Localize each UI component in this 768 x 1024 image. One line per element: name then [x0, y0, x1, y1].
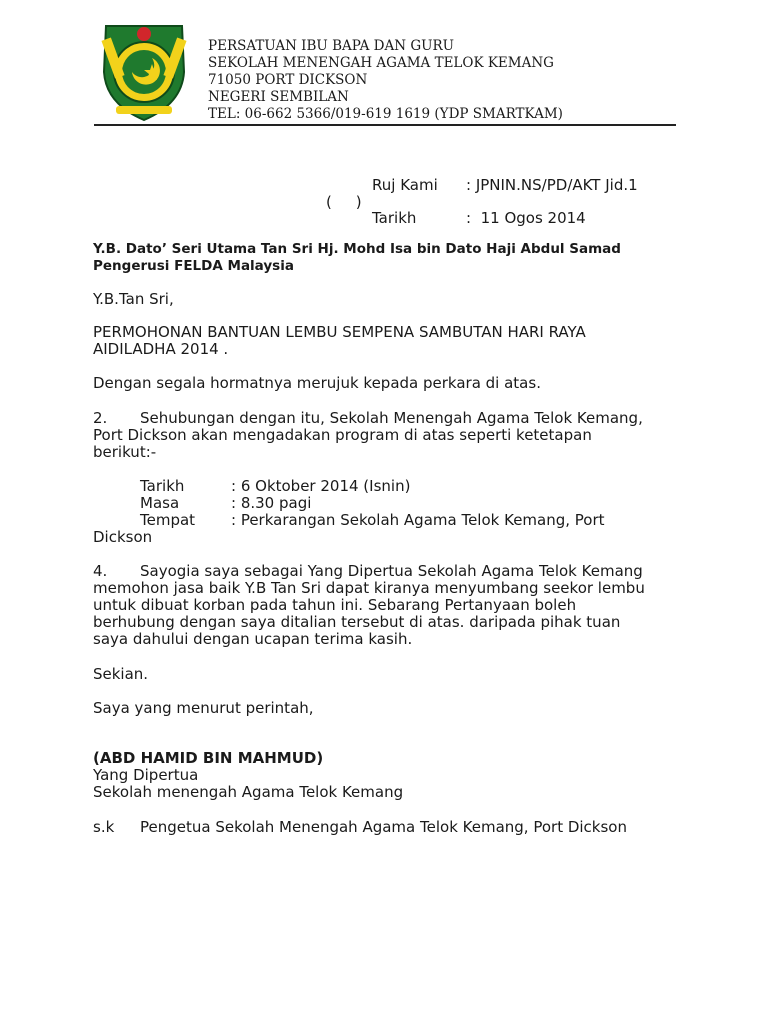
- tarikh-label: Tarikh: [372, 209, 417, 227]
- paragraph-2-line-1: Sehubungan dengan itu, Sekolah Menengah Agama Telok Kemang,: [140, 409, 643, 427]
- letterhead-line-3: 71050 PORT DICKSON: [208, 72, 368, 88]
- recipient-name: Y.B. Dato’ Seri Utama Tan Sri Hj. Mohd Isa bin Dato Haji Abdul Samad: [93, 241, 621, 257]
- paragraph-2-line-2: Port Dickson akan mengadakan program di atas seperti ketetapan: [93, 426, 592, 444]
- paragraph-2-line-3: berikut:-: [93, 443, 157, 461]
- letterhead-line-1: PERSATUAN IBU BAPA DAN GURU: [208, 38, 455, 54]
- tarikh-value: : 11 Ogos 2014: [466, 209, 586, 227]
- recipient-title: Pengerusi FELDA Malaysia: [93, 258, 294, 274]
- paragraph-4-number: 4.: [93, 562, 108, 580]
- ruj-value: : JPNIN.NS/PD/AKT Jid.1: [466, 176, 638, 194]
- closing-regards: Saya yang menurut perintah,: [93, 699, 314, 717]
- detail-venue-value: : Perkarangan Sekolah Agama Telok Kemang, Port: [231, 511, 605, 529]
- paragraph-2-number: 2.: [93, 409, 108, 427]
- detail-date-value: : 6 Oktober 2014 (Isnin): [231, 477, 411, 495]
- detail-time-label: Masa: [140, 494, 180, 512]
- signatory-position: Yang Dipertua: [93, 766, 199, 784]
- paragraph-4-line-2: memohon jasa baik Y.B Tan Sri dapat kiranya menyumbang seekor lembu: [93, 579, 645, 597]
- detail-venue-label: Tempat: [140, 511, 196, 529]
- letterhead-line-4: NEGERI SEMBILAN: [208, 89, 349, 105]
- signatory-organization: Sekolah menengah Agama Telok Kemang: [93, 783, 404, 801]
- signatory-name: (ABD HAMID BIN MAHMUD): [93, 749, 324, 767]
- detail-venue-wrap: Dickson: [93, 528, 153, 546]
- paragraph-4-line-4: berhubung dengan saya ditalian tersebut di atas. daripada pihak tuan: [93, 613, 621, 631]
- ruj-paren: ( ): [326, 193, 362, 211]
- salutation: Y.B.Tan Sri,: [93, 290, 174, 308]
- letterhead-line-2: SEKOLAH MENENGAH AGAMA TELOK KEMANG: [208, 55, 554, 71]
- subject-line-1: PERMOHONAN BANTUAN LEMBU SEMPENA SAMBUTAN HARI RAYA: [93, 323, 586, 341]
- paragraph-4-line-5: saya dahului dengan ucapan terima kasih.: [93, 630, 413, 648]
- detail-date-label: Tarikh: [140, 477, 185, 495]
- paragraph-4-line-1: Sayogia saya sebagai Yang Dipertua Sekolah Agama Telok Kemang: [140, 562, 643, 580]
- closing-sekian: Sekian.: [93, 665, 149, 683]
- letterhead-line-5: TEL: 06-662 5366/019-619 1619 (YDP SMARTKAM): [208, 106, 563, 122]
- paragraph-4-line-3: untuk dibuat korban pada tahun ini. Sebarang Pertanyaan boleh: [93, 596, 577, 614]
- school-crest-icon: [96, 20, 192, 124]
- ruj-label: Ruj Kami: [372, 176, 438, 194]
- letterhead-divider: [94, 124, 676, 126]
- cc-label: s.k: [93, 818, 115, 836]
- subject-line-2: AIDILADHA 2014 .: [93, 340, 229, 358]
- body-paragraph-1: Dengan segala hormatnya merujuk kepada perkara di atas.: [93, 374, 541, 392]
- detail-time-value: : 8.30 pagi: [231, 494, 312, 512]
- cc-recipient: Pengetua Sekolah Menengah Agama Telok Kemang, Port Dickson: [140, 818, 627, 836]
